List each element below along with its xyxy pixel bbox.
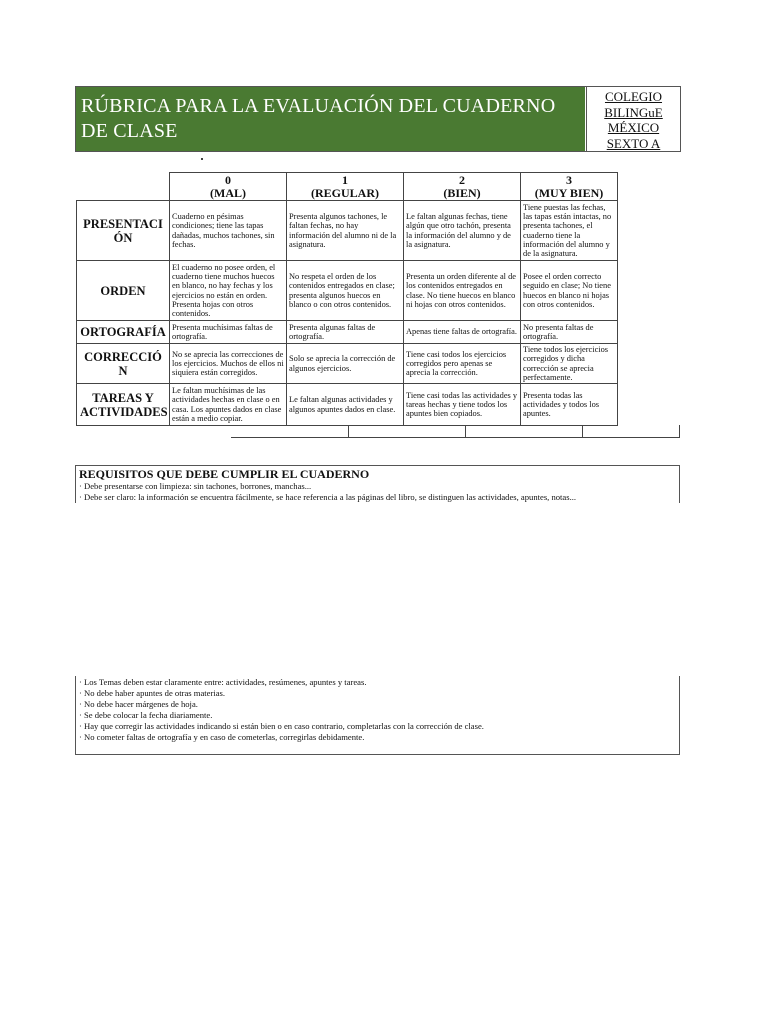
requirement-item: · Hay que corregir las actividades indicando si están bien o en caso contrario, completarlas con la corrección de clase. [79, 721, 484, 731]
grid-divider [348, 425, 349, 438]
rubric-cell: Tiene puestas las fechas, las tapas están intactas, no presenta tachones, el cuaderno tiene la información del alumno y de la asignatura. [521, 201, 618, 261]
criterion-label: ORDEN [77, 261, 170, 321]
level-header: 0 (MAL) [170, 173, 287, 201]
rubric-cell: Apenas tiene faltas de ortografía. [404, 321, 521, 344]
rubric-cell: El cuaderno no posee orden, el cuaderno tiene muchos huecos en blanco, no hay fechas y los ejercicios no están en orden. Presenta hojas con otros contenidos. [170, 261, 287, 321]
criterion-label: PRESENTACIÓN [77, 201, 170, 261]
requirement-item: · No cometer faltas de ortografía y en caso de cometerlas, corregirlas debidamente. [79, 732, 365, 742]
rubric-cell: Presenta todas las actividades y todos los apuntes. [521, 384, 618, 426]
requirement-item: · No debe haber apuntes de otras materias. [79, 688, 226, 698]
rubric-cell: Posee el orden correcto seguido en clase; No tiene huecos en blanco ni hojas con otros contenidos. [521, 261, 618, 321]
criterion-label: CORRECCIÓN [77, 344, 170, 384]
rubric-cell: Presenta algunos tachones, le faltan fechas, no hay información del alumno ni de la asignatura. [287, 201, 404, 261]
requirement-item: · No debe hacer márgenes de hoja. [79, 699, 198, 709]
table-row [77, 201, 618, 261]
table-corner [77, 173, 170, 201]
level-header: 1 (REGULAR) [287, 173, 404, 201]
requirements-heading: REQUISITOS QUE DEBE CUMPLIR EL CUADERNO [79, 467, 370, 481]
table-row [77, 321, 618, 344]
requirement-item: · Se debe colocar la fecha diariamente. [79, 710, 213, 720]
level-header: 2 (BIEN) [404, 173, 521, 201]
rubric-cell: Le faltan muchísimas de las actividades hechas en clase o en casa. Los apuntes dados en clase están a medio copiar. [170, 384, 287, 426]
school-line: MÉXICO [607, 120, 660, 135]
level-header: 3 (MUY BIEN) [521, 173, 618, 201]
table-row [77, 384, 618, 426]
rubric-cell: Tiene casi todos los ejercicios corregidos pero apenas se aprecia la corrección. [404, 344, 521, 384]
criterion-label: ORTOGRAFÍA [77, 321, 170, 344]
stray-dot [201, 158, 203, 160]
rubric-cell: Presenta un orden diferente al de los contenidos entregados en clase. No tiene huecos en blanco ni hojas con otros contenidos. [404, 261, 521, 321]
rubric-cell: Solo se aprecia la corrección de algunos ejercicios. [287, 344, 404, 384]
requirement-item: · Los Temas deben estar claramente entre: actividades, resúmenes, apuntes y tareas. [79, 677, 367, 687]
school-line: BILINGuE [604, 104, 663, 120]
grid-divider [465, 425, 466, 438]
rubric-cell: Tiene casi todas las actividades y tareas hechas y tiene todos los apuntes bien copiados. [404, 384, 521, 426]
criterion-label: TAREAS Y ACTIVIDADES [77, 384, 170, 426]
requirements-box [75, 465, 680, 503]
rubric-cell: Le faltan algunas fechas, tiene algún que otro tachón, presenta la información del alumno y de la asignatura. [404, 201, 521, 261]
table-row [77, 344, 618, 384]
requirement-item: · Debe ser claro: la información se encuentra fácilmente, se hace referencia a las páginas del libro, se distinguen las actividades, apuntes, notas... [79, 492, 577, 502]
rubric-table [76, 172, 618, 426]
school-line: COLEGIO [604, 89, 663, 104]
rubric-cell: No respeta el orden de los contenidos entregados en clase; presenta algunos huecos en blanco o con otros contenidos. [287, 261, 404, 321]
school-line: SEXTO A [606, 135, 661, 151]
rubric-cell: Tiene todos los ejercicios corregidos y dicha corrección se aprecia perfectamente. [521, 344, 618, 384]
rubric-cell: Cuaderno en pésimas condiciones; tiene las tapas dañadas, muchos tachones, sin fechas. [170, 201, 287, 261]
requirements-box-continued [75, 676, 680, 755]
level-header-row [77, 173, 618, 201]
page-title: RÚBRICA PARA LA EVALUACIÓN DEL CUADERNO DE CLASE [81, 95, 556, 142]
title-banner [75, 86, 681, 152]
school-info [586, 87, 680, 151]
rubric-cell: No se aprecia las correcciones de los ejercicios. Muchos de ellos ni siquiera están corregidos. [170, 344, 287, 384]
table-row [77, 261, 618, 321]
rubric-cell: Presenta algunas faltas de ortografía. [287, 321, 404, 344]
requirement-item: · Debe presentarse con limpieza: sin tachones, borrones, manchas... [79, 481, 312, 491]
rubric-cell: No presenta faltas de ortografía. [521, 321, 618, 344]
grid-divider [679, 425, 680, 438]
rubric-cell: Presenta muchísimas faltas de ortografía. [170, 321, 287, 344]
grid-divider [582, 425, 583, 438]
rubric-cell: Le faltan algunas actividades y algunos apuntes dados en clase. [287, 384, 404, 426]
empty-grid-row [231, 425, 680, 438]
